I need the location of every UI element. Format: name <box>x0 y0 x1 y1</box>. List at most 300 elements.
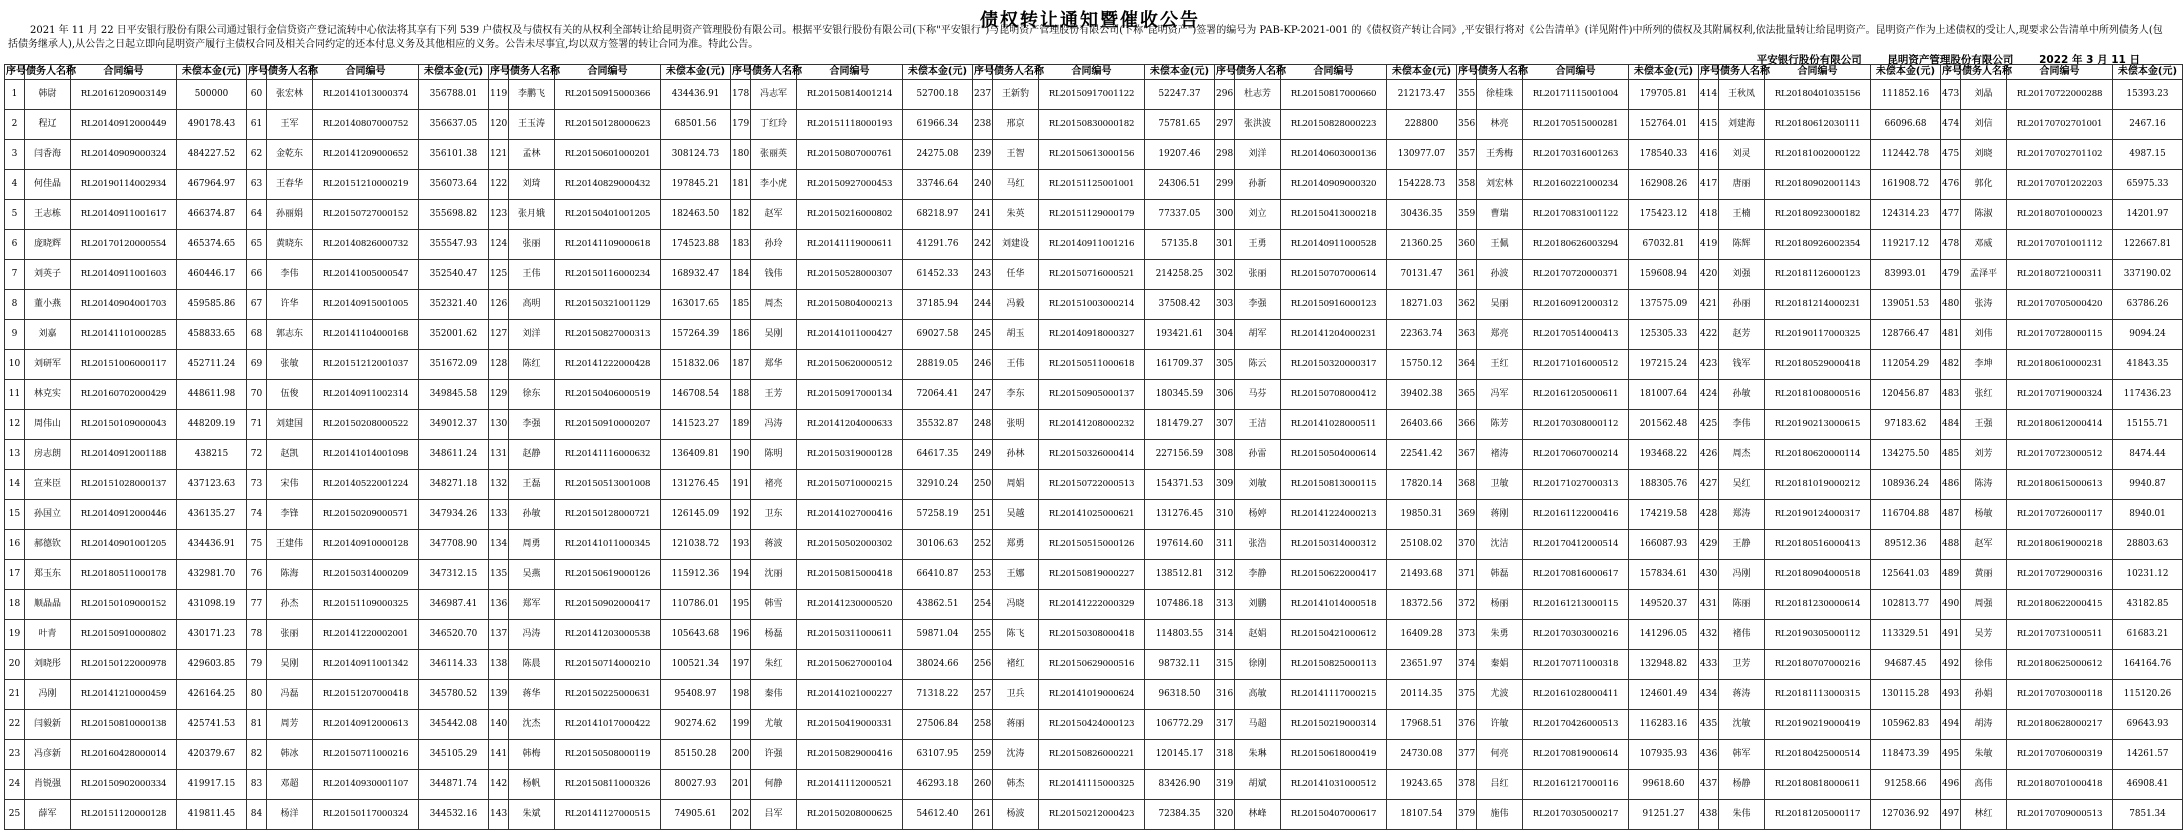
debtor-cell: 张涛 <box>1961 290 2007 320</box>
debtor-cell: 高明 <box>509 290 555 320</box>
header-seq: 序号 <box>247 65 267 80</box>
amount-cell: 458833.65 <box>177 320 247 350</box>
contract-cell: RL20170726000117 <box>2007 500 2113 530</box>
amount-cell: 467964.97 <box>177 170 247 200</box>
debtor-cell: 韩冰 <box>267 740 313 770</box>
seq-cell: 361 <box>1457 260 1477 290</box>
debtor-cell: 周强 <box>1961 590 2007 620</box>
seq-cell: 15 <box>5 500 25 530</box>
transferee-name: 昆明资产管理股份有限公司 <box>1887 54 2014 66</box>
seq-cell: 197 <box>731 650 751 680</box>
amount-cell: 68501.56 <box>661 110 731 140</box>
contract-cell: RL20140912000446 <box>71 500 177 530</box>
amount-cell: 94687.45 <box>1871 650 1941 680</box>
amount-cell: 38024.66 <box>903 650 973 680</box>
seq-cell: 313 <box>1215 590 1235 620</box>
contract-cell: RL20171115001004 <box>1523 80 1629 110</box>
amount-cell: 212173.47 <box>1387 80 1457 110</box>
amount-cell: 28819.05 <box>903 350 973 380</box>
contract-cell: RL20141222000428 <box>555 350 661 380</box>
contract-cell: RL20180610000231 <box>2007 350 2113 380</box>
debtor-cell: 赵军 <box>1961 530 2007 560</box>
table-row <box>5 380 2183 410</box>
seq-cell: 360 <box>1457 230 1477 260</box>
amount-cell: 22541.42 <box>1387 440 1457 470</box>
amount-cell: 201562.48 <box>1629 410 1699 440</box>
amount-cell: 113329.51 <box>1871 620 1941 650</box>
debtor-cell: 蒋刚 <box>1477 500 1523 530</box>
contract-cell: RL20180622000415 <box>2007 590 2113 620</box>
amount-cell: 426164.25 <box>177 680 247 710</box>
seq-cell: 178 <box>731 80 751 110</box>
seq-cell: 187 <box>731 350 751 380</box>
amount-cell: 352321.40 <box>419 290 489 320</box>
notice-intro: 2021 年 11 月 22 日平安银行股份有限公司通过银行金信贷资产登记流转中心依法将其享有下列 539 户债权及与债权有关的从权利全部转让给昆明资产管理股份有限公司。根据平安银行股份有限公司(下称"平安银行")与昆明资产管理股份有限公司(下称"昆明资产")签署的编号为 PAB-KP-2021-001 的《债权资产转让合同》,平安银行将对《公告清单》(详见附件)中所列的债权及其附属权利,依法批量转让给昆明资产。昆明资产作为上述债权的受让人,现要求公告清单中所列债务人(包括债务继承人),从公告之日起立即向昆明资产履行主债权合同及相关合同约定的还本付息义务及其他相应的义务。公告未尽事宜,均以双方签署的转让合同为准。特此公告。 <box>8 25 2163 50</box>
table-row <box>5 770 2183 800</box>
seq-cell: 72 <box>247 440 267 470</box>
debtor-cell: 吴红 <box>1719 470 1765 500</box>
contract-cell: RL20190124000317 <box>1765 500 1871 530</box>
debtor-cell: 王玉涛 <box>509 110 555 140</box>
contract-cell: RL20141203000538 <box>555 620 661 650</box>
contract-cell: RL20150128000623 <box>555 110 661 140</box>
contract-cell: RL20140522001224 <box>313 470 419 500</box>
amount-cell: 120456.87 <box>1871 380 1941 410</box>
contract-cell: RL20150117000324 <box>313 800 419 830</box>
seq-cell: 493 <box>1941 680 1961 710</box>
contract-cell: RL20151109000325 <box>313 590 419 620</box>
seq-cell: 480 <box>1941 290 1961 320</box>
debtor-cell: 杨丽 <box>1477 590 1523 620</box>
amount-cell: 26403.66 <box>1387 410 1457 440</box>
debtor-cell: 胡斌 <box>1235 770 1281 800</box>
amount-cell: 112054.29 <box>1871 350 1941 380</box>
amount-cell: 46293.18 <box>903 770 973 800</box>
amount-cell: 115912.36 <box>661 560 731 590</box>
debtor-cell: 朱敏 <box>1961 740 2007 770</box>
seq-cell: 75 <box>247 530 267 560</box>
contract-cell: RL20181205000117 <box>1765 800 1871 830</box>
seq-cell: 363 <box>1457 320 1477 350</box>
contract-cell: RL20150716000521 <box>1039 260 1145 290</box>
seq-cell: 261 <box>973 800 993 830</box>
debtor-cell: 徐刚 <box>1235 650 1281 680</box>
amount-cell: 124601.49 <box>1629 680 1699 710</box>
debt-table <box>4 64 2183 830</box>
header-amount: 未偿本金(元) <box>1145 65 1215 80</box>
debtor-cell: 赵芳 <box>1719 320 1765 350</box>
seq-cell: 8 <box>5 290 25 320</box>
seq-cell: 427 <box>1699 470 1719 500</box>
amount-cell: 116283.16 <box>1629 710 1699 740</box>
seq-cell: 248 <box>973 410 993 440</box>
contract-cell: RL20141204000633 <box>797 410 903 440</box>
amount-cell: 9094.24 <box>2113 320 2183 350</box>
debtor-cell: 秦娟 <box>1477 650 1523 680</box>
contract-cell: RL20150128000721 <box>555 500 661 530</box>
amount-cell: 429603.85 <box>177 650 247 680</box>
amount-cell: 8940.01 <box>2113 500 2183 530</box>
seq-cell: 418 <box>1699 200 1719 230</box>
amount-cell: 98732.11 <box>1145 650 1215 680</box>
header-seq: 序号 <box>1215 65 1235 80</box>
seq-cell: 242 <box>973 230 993 260</box>
contract-cell: RL20150915000366 <box>555 80 661 110</box>
debtor-cell: 张宏林 <box>267 80 313 110</box>
contract-cell: RL20170709000513 <box>2007 800 2113 830</box>
amount-cell: 2467.16 <box>2113 110 2183 140</box>
amount-cell: 161709.37 <box>1145 350 1215 380</box>
debtor-cell: 沈敏 <box>1719 710 1765 740</box>
debtor-cell: 陈晨 <box>509 650 555 680</box>
debtor-cell: 杨磊 <box>751 620 797 650</box>
contract-cell: RL20141204000231 <box>1281 320 1387 350</box>
amount-cell: 4987.15 <box>2113 140 2183 170</box>
contract-cell: RL20151125001001 <box>1039 170 1145 200</box>
contract-cell: RL20170316001263 <box>1523 140 1629 170</box>
header-amount: 未偿本金(元) <box>2113 65 2183 80</box>
contract-cell: RL20150916000123 <box>1281 290 1387 320</box>
contract-cell: RL20190305000112 <box>1765 620 1871 650</box>
amount-cell: 66096.68 <box>1871 110 1941 140</box>
amount-cell: 15393.23 <box>2113 80 2183 110</box>
debtor-cell: 刘建国 <box>267 410 313 440</box>
debtor-cell: 李小虎 <box>751 170 797 200</box>
seq-cell: 428 <box>1699 500 1719 530</box>
debtor-cell: 赵凯 <box>267 440 313 470</box>
contract-cell: RL20180615000613 <box>2007 470 2113 500</box>
debtor-cell: 陈红 <box>509 350 555 380</box>
amount-cell: 114803.55 <box>1145 620 1215 650</box>
amount-cell: 134275.50 <box>1871 440 1941 470</box>
amount-cell: 71318.22 <box>903 680 973 710</box>
amount-cell: 349845.58 <box>419 380 489 410</box>
debtor-cell: 郑涛 <box>1719 500 1765 530</box>
contract-cell: RL20140912000449 <box>71 110 177 140</box>
seq-cell: 139 <box>489 680 509 710</box>
header-contract: 合同编号 <box>1523 65 1629 80</box>
debtor-cell: 庞晓辉 <box>25 230 71 260</box>
seq-cell: 310 <box>1215 500 1235 530</box>
debtor-cell: 孙娟 <box>1961 680 2007 710</box>
contract-cell: RL20160912000312 <box>1523 290 1629 320</box>
contract-cell: RL20150902000417 <box>555 590 661 620</box>
header-debtor: 债务人名称 <box>267 65 313 80</box>
amount-cell: 65975.33 <box>2113 170 2183 200</box>
amount-cell: 188305.76 <box>1629 470 1699 500</box>
debtor-cell: 何佳晶 <box>25 170 71 200</box>
seq-cell: 414 <box>1699 80 1719 110</box>
amount-cell: 27506.84 <box>903 710 973 740</box>
seq-cell: 186 <box>731 320 751 350</box>
amount-cell: 70131.47 <box>1387 260 1457 290</box>
contract-cell: RL20150326000414 <box>1039 440 1145 470</box>
amount-cell: 131276.45 <box>1145 500 1215 530</box>
amount-cell: 432981.70 <box>177 560 247 590</box>
seq-cell: 434 <box>1699 680 1719 710</box>
amount-cell: 157834.61 <box>1629 560 1699 590</box>
seq-cell: 135 <box>489 560 509 590</box>
contract-cell: RL20161028000411 <box>1523 680 1629 710</box>
debtor-cell: 孙丽 <box>1719 290 1765 320</box>
contract-cell: RL20190213000615 <box>1765 410 1871 440</box>
seq-cell: 194 <box>731 560 751 590</box>
seq-cell: 22 <box>5 710 25 740</box>
contract-cell: RL20180612030111 <box>1765 110 1871 140</box>
debtor-cell: 秦伟 <box>751 680 797 710</box>
contract-cell: RL20150825000113 <box>1281 650 1387 680</box>
amount-cell: 15750.12 <box>1387 350 1457 380</box>
contract-cell: RL20160221000234 <box>1523 170 1629 200</box>
contract-cell: RL20170702701001 <box>2007 110 2113 140</box>
header-contract: 合同编号 <box>313 65 419 80</box>
seq-cell: 420 <box>1699 260 1719 290</box>
amount-cell: 437123.63 <box>177 470 247 500</box>
seq-cell: 20 <box>5 650 25 680</box>
seq-cell: 142 <box>489 770 509 800</box>
amount-cell: 500000 <box>177 80 247 110</box>
amount-cell: 46908.41 <box>2113 770 2183 800</box>
seq-cell: 123 <box>489 200 509 230</box>
amount-cell: 124314.23 <box>1871 200 1941 230</box>
seq-cell: 137 <box>489 620 509 650</box>
amount-cell: 116704.88 <box>1871 500 1941 530</box>
seq-cell: 494 <box>1941 710 1961 740</box>
debtor-cell: 赵军 <box>751 200 797 230</box>
amount-cell: 43182.85 <box>2113 590 2183 620</box>
contract-cell: RL20181008000516 <box>1765 380 1871 410</box>
seq-cell: 429 <box>1699 530 1719 560</box>
debtor-cell: 卫芳 <box>1719 650 1765 680</box>
debtor-cell: 李坤 <box>1961 350 2007 380</box>
contract-cell: RL20150208000625 <box>797 800 903 830</box>
seq-cell: 238 <box>973 110 993 140</box>
seq-cell: 14 <box>5 470 25 500</box>
contract-cell: RL20170607000214 <box>1523 440 1629 470</box>
contract-cell: RL20140909000324 <box>71 140 177 170</box>
seq-cell: 183 <box>731 230 751 260</box>
seq-cell: 60 <box>247 80 267 110</box>
amount-cell: 72384.35 <box>1145 800 1215 830</box>
debtor-cell: 马红 <box>993 170 1039 200</box>
seq-cell: 421 <box>1699 290 1719 320</box>
amount-cell: 69643.93 <box>2113 710 2183 740</box>
seq-cell: 318 <box>1215 740 1235 770</box>
debtor-cell: 刘晶 <box>1961 80 2007 110</box>
debtor-cell: 张洪波 <box>1235 110 1281 140</box>
seq-cell: 319 <box>1215 770 1235 800</box>
contract-cell: RL20170703000118 <box>2007 680 2113 710</box>
debtor-cell: 沈涛 <box>993 740 1039 770</box>
header-contract: 合同编号 <box>2007 65 2113 80</box>
contract-cell: RL20150613000156 <box>1039 140 1145 170</box>
seq-cell: 304 <box>1215 320 1235 350</box>
seq-cell: 373 <box>1457 620 1477 650</box>
debtor-cell: 林红 <box>1961 800 2007 830</box>
debtor-cell: 胡军 <box>1235 320 1281 350</box>
amount-cell: 112442.78 <box>1871 140 1941 170</box>
debtor-cell: 周伟山 <box>25 410 71 440</box>
debtor-cell: 蒋波 <box>751 530 797 560</box>
debtor-cell: 张明 <box>993 410 1039 440</box>
contract-cell: RL20180904000518 <box>1765 560 1871 590</box>
amount-cell: 115120.26 <box>2113 680 2183 710</box>
contract-cell: RL20150815000418 <box>797 560 903 590</box>
contract-cell: RL20181002000122 <box>1765 140 1871 170</box>
amount-cell: 197845.21 <box>661 170 731 200</box>
header-seq: 序号 <box>1457 65 1477 80</box>
seq-cell: 305 <box>1215 350 1235 380</box>
contract-cell: RL20150601000201 <box>555 140 661 170</box>
seq-cell: 180 <box>731 140 751 170</box>
contract-cell: RL20140603000136 <box>1281 140 1387 170</box>
debtor-cell: 韩雪 <box>751 590 797 620</box>
header-contract: 合同编号 <box>1039 65 1145 80</box>
contract-cell: RL20140911001342 <box>313 650 419 680</box>
seq-cell: 316 <box>1215 680 1235 710</box>
amount-cell: 452711.24 <box>177 350 247 380</box>
debtor-cell: 韩梅 <box>509 740 555 770</box>
contract-cell: RL20161122000416 <box>1523 500 1629 530</box>
debtor-cell: 王伟 <box>993 350 1039 380</box>
amount-cell: 122667.81 <box>2113 230 2183 260</box>
contract-cell: RL20170705000420 <box>2007 290 2113 320</box>
debtor-cell: 伍俊 <box>267 380 313 410</box>
debtor-cell: 任华 <box>993 260 1039 290</box>
amount-cell: 14261.57 <box>2113 740 2183 770</box>
amount-cell: 157264.39 <box>661 320 731 350</box>
amount-cell: 90274.62 <box>661 710 731 740</box>
debtor-cell: 褚伟 <box>1719 620 1765 650</box>
seq-cell: 73 <box>247 470 267 500</box>
contract-cell: RL20180425000514 <box>1765 740 1871 770</box>
seq-cell: 7 <box>5 260 25 290</box>
debtor-cell: 孙敏 <box>509 500 555 530</box>
table-row <box>5 110 2183 140</box>
amount-cell: 10231.12 <box>2113 560 2183 590</box>
contract-cell: RL20150810000138 <box>71 710 177 740</box>
seq-cell: 67 <box>247 290 267 320</box>
contract-cell: RL20170728000115 <box>2007 320 2113 350</box>
contract-cell: RL20181113000315 <box>1765 680 1871 710</box>
debtor-cell: 宣来臣 <box>25 470 71 500</box>
amount-cell: 138512.81 <box>1145 560 1215 590</box>
seq-cell: 121 <box>489 140 509 170</box>
amount-cell: 166087.93 <box>1629 530 1699 560</box>
debtor-cell: 刘鹏 <box>1235 590 1281 620</box>
debtor-cell: 孙林 <box>993 440 1039 470</box>
seq-cell: 260 <box>973 770 993 800</box>
contract-cell: RL20170305000217 <box>1523 800 1629 830</box>
debtor-cell: 周芳 <box>267 710 313 740</box>
contract-cell: RL20150627000104 <box>797 650 903 680</box>
contract-cell: RL20141210000459 <box>71 680 177 710</box>
seq-cell: 21 <box>5 680 25 710</box>
contract-cell: RL20150710000215 <box>797 470 903 500</box>
seq-cell: 259 <box>973 740 993 770</box>
amount-cell: 21360.25 <box>1387 230 1457 260</box>
seq-cell: 130 <box>489 410 509 440</box>
contract-cell: RL20150819000227 <box>1039 560 1145 590</box>
debtor-cell: 王军 <box>267 110 313 140</box>
contract-cell: RL20170720000371 <box>1523 260 1629 290</box>
debtor-cell: 吴越 <box>993 500 1039 530</box>
amount-cell: 91258.66 <box>1871 770 1941 800</box>
amount-cell: 420379.67 <box>177 740 247 770</box>
contract-cell: RL20150917001122 <box>1039 80 1145 110</box>
seq-cell: 12 <box>5 410 25 440</box>
seq-cell: 437 <box>1699 770 1719 800</box>
debtor-cell: 周杰 <box>1719 440 1765 470</box>
debtor-cell: 刘宏林 <box>1477 170 1523 200</box>
debtor-cell: 张浩 <box>1235 530 1281 560</box>
debtor-cell: 王新豹 <box>993 80 1039 110</box>
contract-cell: RL20150421000612 <box>1281 620 1387 650</box>
debtor-cell: 李鹏飞 <box>509 80 555 110</box>
seq-cell: 133 <box>489 500 509 530</box>
debtor-cell: 黄晓东 <box>267 230 313 260</box>
contract-cell: RL20150910000802 <box>71 620 177 650</box>
amount-cell: 149520.37 <box>1629 590 1699 620</box>
debtor-cell: 郑玉东 <box>25 560 71 590</box>
contract-cell: RL20150618000419 <box>1281 740 1387 770</box>
debtor-cell: 吴刚 <box>751 320 797 350</box>
contract-cell: RL20150212000423 <box>1039 800 1145 830</box>
seq-cell: 182 <box>731 200 751 230</box>
debtor-cell: 李静 <box>1235 560 1281 590</box>
amount-cell: 107935.93 <box>1629 740 1699 770</box>
amount-cell: 132948.82 <box>1629 650 1699 680</box>
debtor-cell: 陈涛 <box>1961 470 2007 500</box>
contract-cell: RL20170120000554 <box>71 230 177 260</box>
amount-cell: 214258.25 <box>1145 260 1215 290</box>
table-row <box>5 410 2183 440</box>
seq-cell: 489 <box>1941 560 1961 590</box>
seq-cell: 143 <box>489 800 509 830</box>
contract-cell: RL20140915001005 <box>313 290 419 320</box>
contract-cell: RL20150830000182 <box>1039 110 1145 140</box>
debtor-cell: 刘晓 <box>1961 140 2007 170</box>
contract-cell: RL20150314000209 <box>313 560 419 590</box>
seq-cell: 179 <box>731 110 751 140</box>
contract-cell: RL20181214000231 <box>1765 290 1871 320</box>
debtor-cell: 朱勇 <box>1477 620 1523 650</box>
debtor-cell: 刘晓彤 <box>25 650 71 680</box>
amount-cell: 37508.42 <box>1145 290 1215 320</box>
debtor-cell: 唐丽 <box>1719 170 1765 200</box>
debtor-cell: 尤敏 <box>751 710 797 740</box>
debtor-cell: 孙玲 <box>751 230 797 260</box>
seq-cell: 436 <box>1699 740 1719 770</box>
header-seq: 序号 <box>973 65 993 80</box>
debtor-cell: 陈云 <box>1235 350 1281 380</box>
amount-cell: 419917.15 <box>177 770 247 800</box>
debtor-cell: 王春华 <box>267 170 313 200</box>
seq-cell: 6 <box>5 230 25 260</box>
header-debtor: 债务人名称 <box>25 65 71 80</box>
seq-cell: 125 <box>489 260 509 290</box>
contract-cell: RL20180625000612 <box>2007 650 2113 680</box>
amount-cell: 347312.15 <box>419 560 489 590</box>
table-row <box>5 200 2183 230</box>
contract-cell: RL20170723000512 <box>2007 440 2113 470</box>
amount-cell: 25108.02 <box>1387 530 1457 560</box>
seq-cell: 484 <box>1941 410 1961 440</box>
seq-cell: 307 <box>1215 410 1235 440</box>
seq-cell: 431 <box>1699 590 1719 620</box>
seq-cell: 4 <box>5 170 25 200</box>
amount-cell: 43862.51 <box>903 590 973 620</box>
